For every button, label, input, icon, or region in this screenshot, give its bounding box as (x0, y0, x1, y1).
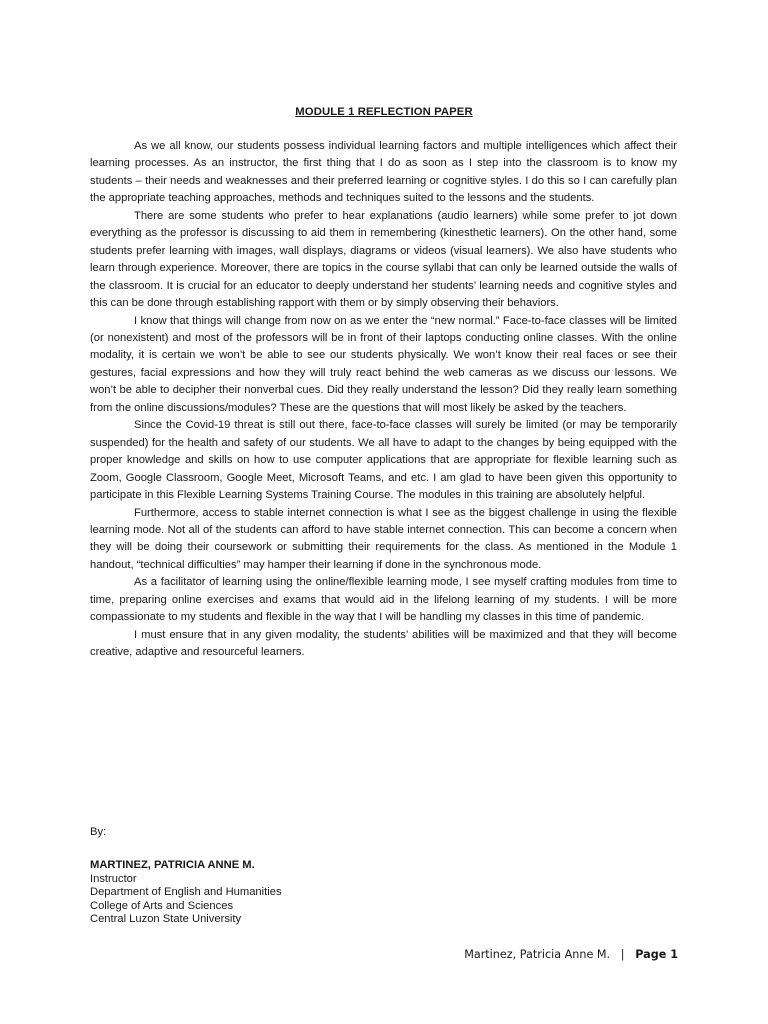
author-name: MARTINEZ, PATRICIA ANNE M. (90, 859, 255, 871)
footer-author: Martinez, Patricia Anne M. (464, 948, 611, 961)
paragraph: There are some students who prefer to hear explanations (audio learners) while some prefer to jot down everything as the professor is discussing to aid them in remembering (kinesthetic learners). On the other hand, some students prefer learning with images, wall displays, diagrams or videos (visual learners). We also have students who learn through experience. Moreover, there are topics in the course syllabi that can only be learned outside the walls of the classroom. It is crucial for an educator to deeply understand her students’ learning needs and cognitive styles and this can be done through establishing rapport with them or by simply observing their behaviors. (90, 209, 677, 310)
by-label: By: (90, 826, 107, 838)
paragraph: As a facilitator of learning using the online/flexible learning mode, I see myself crafting modules from time to time, preparing online exercises and exams that would aid in the lifelong learning of my students. I will be more compassionate to my students and flexible in the way that I will be handling my classes in this time of pandemic. (90, 576, 677, 624)
document-body (90, 138, 677, 662)
author-department: Department of English and Humanities (90, 886, 282, 899)
author-college: College of Arts and Sciences (90, 899, 234, 912)
paragraph: I must ensure that in any given modality, the students’ abilities will be maximized and that they will become creative, adaptive and resourceful learners. (90, 628, 677, 659)
page-footer (464, 948, 678, 961)
document-title: MODULE 1 REFLECTION PAPER (295, 106, 473, 118)
footer-separator: | (620, 948, 625, 961)
signature-block (90, 859, 282, 927)
author-university: Central Luzon State University (90, 913, 242, 926)
paragraph: As we all know, our students possess individual learning factors and multiple intelligences which affect their learning processes. As an instructor, the first thing that I do as soon as I step into the classroom is to know my students – their needs and weaknesses and their preferred learning or cognitive styles. I do this so I can carefully plan the appropriate teaching approaches, methods and techniques suited to the lessons and the students. (90, 140, 677, 205)
page-number: Page 1 (635, 948, 678, 961)
paragraph: I know that things will change from now on as we enter the “new normal.” Face-to-face classes will be limited (or nonexistent) and most of the professors will be in front of their laptops conducting online classes. With the online modality, it is certain we won’t be able to see our students physically. We won’t know their real faces or see their gestures, facial expressions and how they will truly react behind the web cameras as we discuss our lessons. We won’t be able to decipher their nonverbal cues. Did they really understand the lesson? Did they really learn something from the online discussions/modules? These are the questions that will most likely be asked by the teachers. (90, 314, 677, 414)
paragraph: Since the Covid-19 threat is still out there, face-to-face classes will surely be limited (or may be temporarily suspended) for the health and safety of our students. We all have to adapt to the changes by being equipped with the proper knowledge and skills on how to use computer applications that are appropriate for flexible learning such as Zoom, Google Classroom, Google Meet, Microsoft Teams, and etc. I am glad to have been given this opportunity to participate in this Flexible Learning Systems Training Course. The modules in this training are absolutely helpful. (90, 419, 677, 502)
author-position: Instructor (90, 872, 137, 885)
paragraph: Furthermore, access to stable internet connection is what I see as the biggest challenge in using the flexible learning mode. Not all of the students can afford to have stable internet connection. This can become a concern when they will be doing their coursework or submitting their requirements for the class. As mentioned in the Module 1 handout, “technical difficulties” may hamper their learning if done in the synchronous mode. (90, 506, 677, 571)
